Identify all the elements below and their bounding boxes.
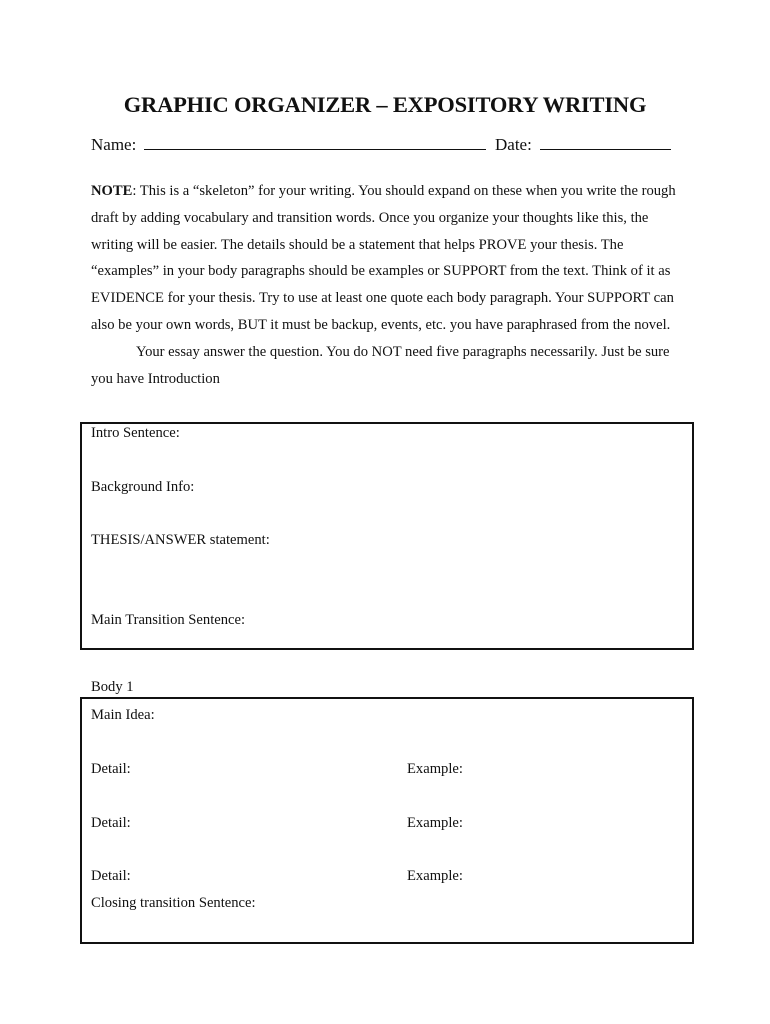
note-lead: NOTE [91, 183, 133, 199]
page-title: GRAPHIC ORGANIZER – EXPOSITORY WRITING [123, 92, 647, 117]
intro-sentence-label: Intro Sentence: [91, 425, 180, 441]
date-blank-line[interactable] [540, 135, 671, 150]
example-label-3: Example: [407, 868, 463, 884]
note-paragraph-1 [91, 178, 681, 339]
main-idea-label: Main Idea: [91, 707, 155, 723]
note-paragraph-2: Your essay answer the question. You do NOT need five paragraphs necessarily. Just be sure you have Introduction [91, 343, 670, 387]
detail-label-2: Detail: [91, 815, 131, 831]
body-1-heading: Body 1 [91, 679, 134, 695]
main-transition-label: Main Transition Sentence: [91, 612, 246, 628]
example-label-2: Example: [407, 815, 463, 831]
note-text-1: : This is a “skeleton” for your writing. You should expand on these when you write the rough draft by adding vocabulary and transition words. Once you organize your thoughts like this, the writing will be easier. The details should be a statement that helps PROVE your thesis. The “examples” in your body paragraphs should be examples or SUPPORT from the text. Think of it as EVIDENCE for your thesis. Try to use at least one quote each body paragraph. Your SUPPORT can also be your own words, BUT it must be backup, events, etc. you have paraphrased from the novel. [91, 183, 676, 333]
date-field[interactable] [495, 135, 671, 155]
name-blank-line[interactable] [144, 135, 486, 150]
detail-label-1: Detail: [91, 761, 131, 777]
background-info-label: Background Info: [91, 479, 195, 495]
instructions-note [91, 178, 681, 392]
example-label-1: Example: [407, 761, 463, 777]
thesis-statement-label: THESIS/ANSWER statement: [91, 532, 270, 548]
closing-transition-label: Closing transition Sentence: [91, 895, 256, 911]
detail-label-3: Detail: [91, 868, 131, 884]
name-field[interactable] [91, 135, 486, 155]
name-label: Name: [91, 135, 137, 154]
date-label: Date: [495, 135, 532, 154]
